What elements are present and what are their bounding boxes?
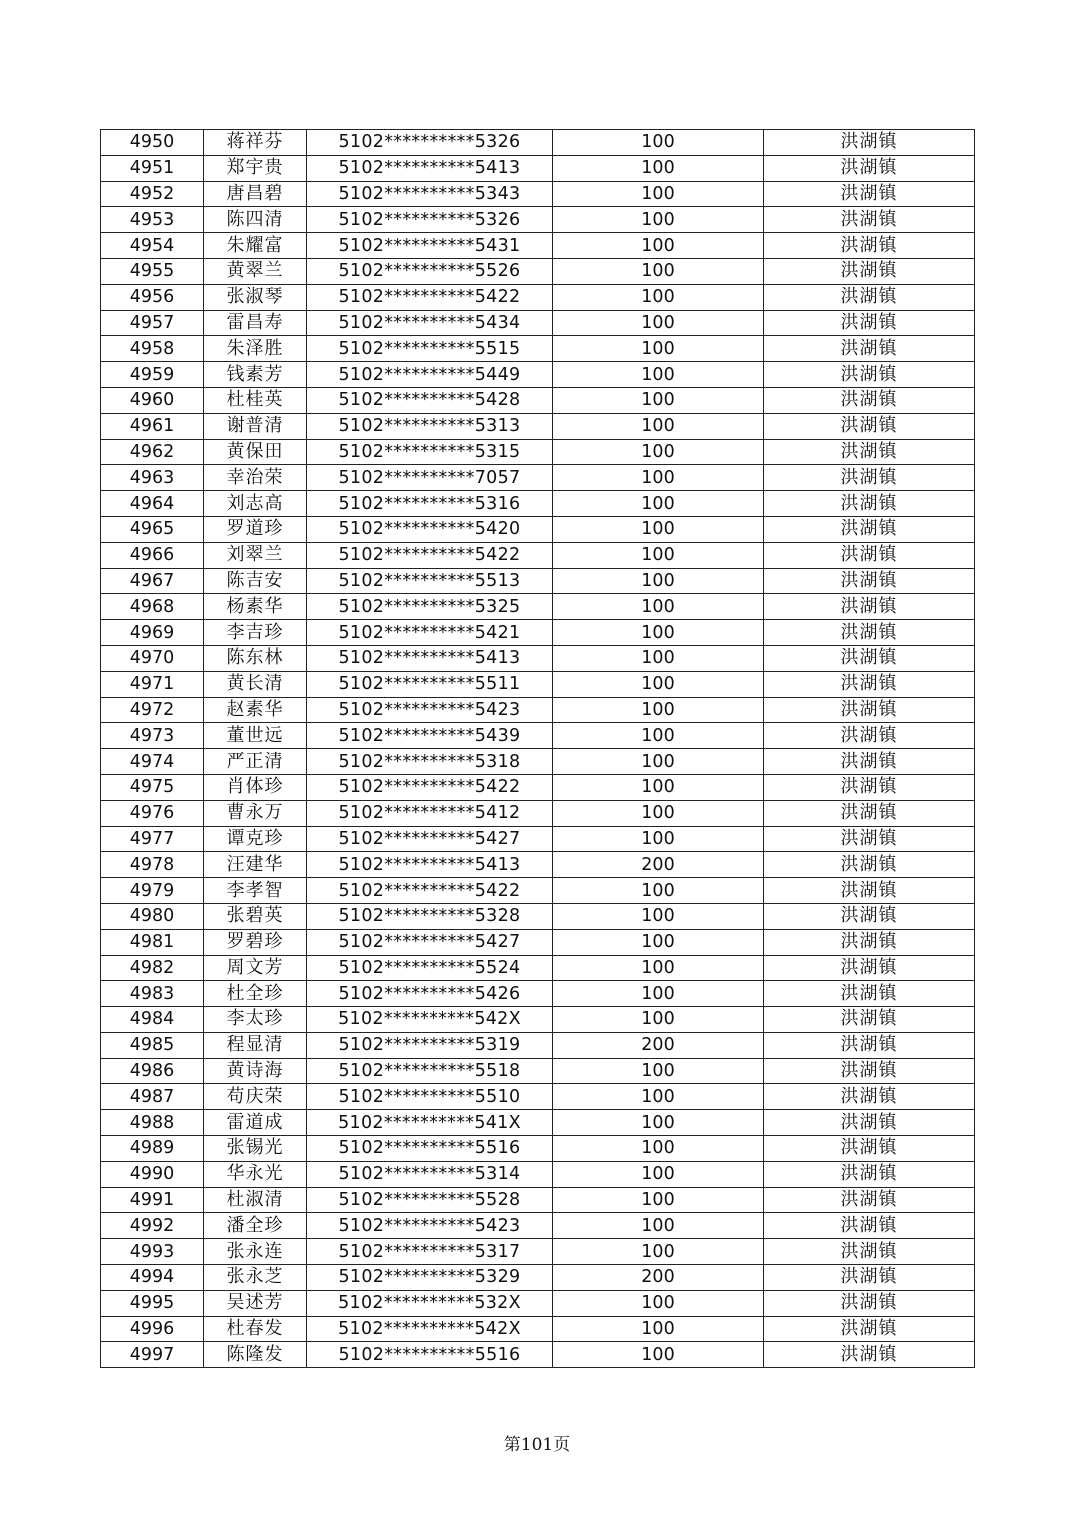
person-name-cell: 刘翠兰: [204, 542, 307, 568]
id-number-cell: 5102**********5422: [307, 542, 553, 568]
amount-cell: 100: [553, 387, 764, 413]
person-name-cell: 黄翠兰: [204, 258, 307, 284]
amount-cell: 200: [553, 1265, 764, 1291]
row-number-cell: 4978: [101, 852, 204, 878]
id-number-cell: 5102**********5420: [307, 516, 553, 542]
row-number-cell: 4983: [101, 981, 204, 1007]
id-number-cell: 5102**********5421: [307, 620, 553, 646]
amount-cell: 100: [553, 723, 764, 749]
person-name-cell: 黄诗海: [204, 1058, 307, 1084]
town-cell: 洪湖镇: [764, 336, 975, 362]
town-cell: 洪湖镇: [764, 362, 975, 388]
amount-cell: 100: [553, 800, 764, 826]
town-cell: 洪湖镇: [764, 516, 975, 542]
town-cell: 洪湖镇: [764, 929, 975, 955]
table-row: [101, 594, 975, 620]
amount-cell: 100: [553, 697, 764, 723]
row-number-cell: 4960: [101, 387, 204, 413]
id-number-cell: 5102**********5431: [307, 233, 553, 259]
amount-cell: 100: [553, 774, 764, 800]
page-number: 第101页: [503, 1435, 571, 1455]
row-number-cell: 4972: [101, 697, 204, 723]
row-number-cell: 4958: [101, 336, 204, 362]
id-number-cell: 5102**********5316: [307, 491, 553, 517]
table-row: [101, 1084, 975, 1110]
amount-cell: 100: [553, 439, 764, 465]
id-number-cell: 5102**********5314: [307, 1161, 553, 1187]
id-number-cell: 5102**********541X: [307, 1110, 553, 1136]
row-number-cell: 4963: [101, 465, 204, 491]
town-cell: 洪湖镇: [764, 620, 975, 646]
town-cell: 洪湖镇: [764, 981, 975, 1007]
table-row: [101, 1058, 975, 1084]
amount-cell: 100: [553, 1058, 764, 1084]
town-cell: 洪湖镇: [764, 568, 975, 594]
amount-cell: 100: [553, 491, 764, 517]
amount-cell: 100: [553, 929, 764, 955]
id-number-cell: 5102**********5328: [307, 903, 553, 929]
row-number-cell: 4971: [101, 671, 204, 697]
id-number-cell: 5102**********5513: [307, 568, 553, 594]
id-number-cell: 5102**********5318: [307, 749, 553, 775]
id-number-cell: 5102**********5427: [307, 929, 553, 955]
table-row: [101, 181, 975, 207]
id-number-cell: 5102**********5413: [307, 852, 553, 878]
id-number-cell: 5102**********5329: [307, 1265, 553, 1291]
table-row: [101, 1187, 975, 1213]
row-number-cell: 4973: [101, 723, 204, 749]
row-number-cell: 4968: [101, 594, 204, 620]
town-cell: 洪湖镇: [764, 1342, 975, 1368]
table-row: [101, 1213, 975, 1239]
town-cell: 洪湖镇: [764, 181, 975, 207]
row-number-cell: 4959: [101, 362, 204, 388]
table-row: [101, 207, 975, 233]
amount-cell: 100: [553, 1187, 764, 1213]
id-number-cell: 5102**********5422: [307, 284, 553, 310]
person-name-cell: 李吉珍: [204, 620, 307, 646]
row-number-cell: 4952: [101, 181, 204, 207]
row-number-cell: 4994: [101, 1265, 204, 1291]
row-number-cell: 4976: [101, 800, 204, 826]
amount-cell: 100: [553, 1290, 764, 1316]
table-row: [101, 439, 975, 465]
person-name-cell: 朱泽胜: [204, 336, 307, 362]
id-number-cell: 5102**********5326: [307, 130, 553, 156]
person-name-cell: 刘志高: [204, 491, 307, 517]
town-cell: 洪湖镇: [764, 155, 975, 181]
table-row: [101, 903, 975, 929]
amount-cell: 100: [553, 826, 764, 852]
table-row: [101, 491, 975, 517]
id-number-cell: 5102**********5412: [307, 800, 553, 826]
person-name-cell: 程显清: [204, 1032, 307, 1058]
amount-cell: 100: [553, 594, 764, 620]
id-number-cell: 5102**********542X: [307, 1007, 553, 1033]
data-table-container: [100, 129, 974, 1368]
table-row: [101, 336, 975, 362]
row-number-cell: 4962: [101, 439, 204, 465]
town-cell: 洪湖镇: [764, 1110, 975, 1136]
amount-cell: 100: [553, 645, 764, 671]
amount-cell: 100: [553, 1136, 764, 1162]
amount-cell: 100: [553, 284, 764, 310]
table-row: [101, 1110, 975, 1136]
person-name-cell: 唐昌碧: [204, 181, 307, 207]
row-number-cell: 4984: [101, 1007, 204, 1033]
person-name-cell: 杜桂英: [204, 387, 307, 413]
row-number-cell: 4989: [101, 1136, 204, 1162]
table-row: [101, 774, 975, 800]
id-number-cell: 5102**********5449: [307, 362, 553, 388]
amount-cell: 100: [553, 1084, 764, 1110]
table-row: [101, 258, 975, 284]
amount-cell: 200: [553, 1032, 764, 1058]
town-cell: 洪湖镇: [764, 878, 975, 904]
id-number-cell: 5102**********532X: [307, 1290, 553, 1316]
row-number-cell: 4965: [101, 516, 204, 542]
person-name-cell: 谭克珍: [204, 826, 307, 852]
row-number-cell: 4995: [101, 1290, 204, 1316]
row-number-cell: 4979: [101, 878, 204, 904]
person-name-cell: 董世远: [204, 723, 307, 749]
table-row: [101, 620, 975, 646]
id-number-cell: 5102**********5426: [307, 981, 553, 1007]
table-row: [101, 1342, 975, 1368]
amount-cell: 100: [553, 903, 764, 929]
amount-cell: 100: [553, 1342, 764, 1368]
town-cell: 洪湖镇: [764, 258, 975, 284]
id-number-cell: 5102**********5343: [307, 181, 553, 207]
table-row: [101, 955, 975, 981]
town-cell: 洪湖镇: [764, 387, 975, 413]
amount-cell: 100: [553, 310, 764, 336]
table-row: [101, 1007, 975, 1033]
table-row: [101, 723, 975, 749]
person-name-cell: 黄长清: [204, 671, 307, 697]
person-name-cell: 钱素芳: [204, 362, 307, 388]
amount-cell: 100: [553, 1213, 764, 1239]
table-row: [101, 568, 975, 594]
table-row: [101, 465, 975, 491]
table-row: [101, 1316, 975, 1342]
row-number-cell: 4997: [101, 1342, 204, 1368]
person-name-cell: 杜春发: [204, 1316, 307, 1342]
row-number-cell: 4961: [101, 413, 204, 439]
row-number-cell: 4992: [101, 1213, 204, 1239]
table-row: [101, 284, 975, 310]
amount-cell: 100: [553, 671, 764, 697]
amount-cell: 100: [553, 878, 764, 904]
person-name-cell: 杨素华: [204, 594, 307, 620]
person-name-cell: 罗道珍: [204, 516, 307, 542]
row-number-cell: 4977: [101, 826, 204, 852]
row-number-cell: 4956: [101, 284, 204, 310]
row-number-cell: 4964: [101, 491, 204, 517]
id-number-cell: 5102**********5434: [307, 310, 553, 336]
town-cell: 洪湖镇: [764, 465, 975, 491]
town-cell: 洪湖镇: [764, 233, 975, 259]
id-number-cell: 5102**********5511: [307, 671, 553, 697]
table-row: [101, 1290, 975, 1316]
town-cell: 洪湖镇: [764, 1290, 975, 1316]
row-number-cell: 4950: [101, 130, 204, 156]
table-row: [101, 800, 975, 826]
row-number-cell: 4951: [101, 155, 204, 181]
row-number-cell: 4954: [101, 233, 204, 259]
town-cell: 洪湖镇: [764, 1084, 975, 1110]
table-row: [101, 1136, 975, 1162]
amount-cell: 100: [553, 1110, 764, 1136]
amount-cell: 100: [553, 516, 764, 542]
table-row: [101, 697, 975, 723]
person-name-cell: 张永连: [204, 1239, 307, 1265]
row-number-cell: 4980: [101, 903, 204, 929]
id-number-cell: 5102**********5516: [307, 1136, 553, 1162]
amount-cell: 100: [553, 620, 764, 646]
town-cell: 洪湖镇: [764, 491, 975, 517]
town-cell: 洪湖镇: [764, 284, 975, 310]
id-number-cell: 5102**********5319: [307, 1032, 553, 1058]
town-cell: 洪湖镇: [764, 1316, 975, 1342]
person-name-cell: 曹永万: [204, 800, 307, 826]
person-name-cell: 罗碧珍: [204, 929, 307, 955]
id-number-cell: 5102**********5439: [307, 723, 553, 749]
person-name-cell: 周文芳: [204, 955, 307, 981]
table-row: [101, 826, 975, 852]
amount-cell: 100: [553, 1316, 764, 1342]
row-number-cell: 4957: [101, 310, 204, 336]
row-number-cell: 4969: [101, 620, 204, 646]
row-number-cell: 4966: [101, 542, 204, 568]
id-number-cell: 5102**********5423: [307, 697, 553, 723]
town-cell: 洪湖镇: [764, 439, 975, 465]
amount-cell: 100: [553, 336, 764, 362]
person-name-cell: 雷道成: [204, 1110, 307, 1136]
amount-cell: 100: [553, 542, 764, 568]
id-number-cell: 5102**********5516: [307, 1342, 553, 1368]
amount-cell: 100: [553, 465, 764, 491]
table-row: [101, 233, 975, 259]
row-number-cell: 4970: [101, 645, 204, 671]
person-name-cell: 李太珍: [204, 1007, 307, 1033]
person-name-cell: 张永芝: [204, 1265, 307, 1291]
person-name-cell: 郑宇贵: [204, 155, 307, 181]
town-cell: 洪湖镇: [764, 826, 975, 852]
person-name-cell: 黄保田: [204, 439, 307, 465]
person-name-cell: 杜淑清: [204, 1187, 307, 1213]
id-number-cell: 5102**********5428: [307, 387, 553, 413]
row-number-cell: 4986: [101, 1058, 204, 1084]
table-row: [101, 155, 975, 181]
person-name-cell: 幸治荣: [204, 465, 307, 491]
amount-cell: 100: [553, 130, 764, 156]
id-number-cell: 5102**********5315: [307, 439, 553, 465]
town-cell: 洪湖镇: [764, 207, 975, 233]
town-cell: 洪湖镇: [764, 1239, 975, 1265]
table-row: [101, 1161, 975, 1187]
table-row: [101, 1239, 975, 1265]
id-number-cell: 5102**********5423: [307, 1213, 553, 1239]
id-number-cell: 5102**********5413: [307, 645, 553, 671]
id-number-cell: 5102**********542X: [307, 1316, 553, 1342]
row-number-cell: 4974: [101, 749, 204, 775]
person-name-cell: 李孝智: [204, 878, 307, 904]
amount-cell: 200: [553, 852, 764, 878]
table-row: [101, 310, 975, 336]
amount-cell: 100: [553, 568, 764, 594]
town-cell: 洪湖镇: [764, 645, 975, 671]
town-cell: 洪湖镇: [764, 1007, 975, 1033]
row-number-cell: 4953: [101, 207, 204, 233]
table-row: [101, 1032, 975, 1058]
id-number-cell: 5102**********5518: [307, 1058, 553, 1084]
table-row: [101, 852, 975, 878]
table-row: [101, 387, 975, 413]
town-cell: 洪湖镇: [764, 310, 975, 336]
id-number-cell: 5102**********5510: [307, 1084, 553, 1110]
row-number-cell: 4993: [101, 1239, 204, 1265]
row-number-cell: 4975: [101, 774, 204, 800]
id-number-cell: 5102**********5413: [307, 155, 553, 181]
amount-cell: 100: [553, 362, 764, 388]
amount-cell: 100: [553, 258, 764, 284]
amount-cell: 100: [553, 1239, 764, 1265]
row-number-cell: 4990: [101, 1161, 204, 1187]
person-name-cell: 赵素华: [204, 697, 307, 723]
town-cell: 洪湖镇: [764, 774, 975, 800]
town-cell: 洪湖镇: [764, 1187, 975, 1213]
id-number-cell: 5102**********5526: [307, 258, 553, 284]
table-row: [101, 749, 975, 775]
person-name-cell: 张锡光: [204, 1136, 307, 1162]
person-name-cell: 陈吉安: [204, 568, 307, 594]
id-number-cell: 5102**********5515: [307, 336, 553, 362]
town-cell: 洪湖镇: [764, 1265, 975, 1291]
person-name-cell: 陈东林: [204, 645, 307, 671]
id-number-cell: 5102**********5528: [307, 1187, 553, 1213]
id-number-cell: 5102**********5524: [307, 955, 553, 981]
person-name-cell: 蒋祥芬: [204, 130, 307, 156]
id-number-cell: 5102**********5422: [307, 774, 553, 800]
table-row: [101, 542, 975, 568]
person-name-cell: 张碧英: [204, 903, 307, 929]
town-cell: 洪湖镇: [764, 749, 975, 775]
table-row: [101, 413, 975, 439]
table-row: [101, 671, 975, 697]
id-number-cell: 5102**********5422: [307, 878, 553, 904]
id-number-cell: 5102**********5326: [307, 207, 553, 233]
amount-cell: 100: [553, 749, 764, 775]
amount-cell: 100: [553, 207, 764, 233]
person-name-cell: 潘全珍: [204, 1213, 307, 1239]
table-row: [101, 981, 975, 1007]
id-number-cell: 5102**********5325: [307, 594, 553, 620]
table-row: [101, 362, 975, 388]
town-cell: 洪湖镇: [764, 542, 975, 568]
person-name-cell: 谢普清: [204, 413, 307, 439]
amount-cell: 100: [553, 413, 764, 439]
person-name-cell: 汪建华: [204, 852, 307, 878]
table-row: [101, 130, 975, 156]
row-number-cell: 4991: [101, 1187, 204, 1213]
row-number-cell: 4982: [101, 955, 204, 981]
town-cell: 洪湖镇: [764, 800, 975, 826]
id-number-cell: 5102**********5427: [307, 826, 553, 852]
table-row: [101, 645, 975, 671]
data-table: [100, 129, 975, 1368]
town-cell: 洪湖镇: [764, 413, 975, 439]
person-name-cell: 朱耀富: [204, 233, 307, 259]
row-number-cell: 4981: [101, 929, 204, 955]
person-name-cell: 陈隆发: [204, 1342, 307, 1368]
town-cell: 洪湖镇: [764, 1032, 975, 1058]
id-number-cell: 5102**********5317: [307, 1239, 553, 1265]
row-number-cell: 4987: [101, 1084, 204, 1110]
town-cell: 洪湖镇: [764, 1136, 975, 1162]
town-cell: 洪湖镇: [764, 594, 975, 620]
amount-cell: 100: [553, 981, 764, 1007]
amount-cell: 100: [553, 1007, 764, 1033]
row-number-cell: 4996: [101, 1316, 204, 1342]
row-number-cell: 4988: [101, 1110, 204, 1136]
person-name-cell: 张淑琴: [204, 284, 307, 310]
row-number-cell: 4985: [101, 1032, 204, 1058]
town-cell: 洪湖镇: [764, 130, 975, 156]
amount-cell: 100: [553, 955, 764, 981]
row-number-cell: 4967: [101, 568, 204, 594]
amount-cell: 100: [553, 1161, 764, 1187]
id-number-cell: 5102**********7057: [307, 465, 553, 491]
person-name-cell: 肖体珍: [204, 774, 307, 800]
row-number-cell: 4955: [101, 258, 204, 284]
person-name-cell: 苟庆荣: [204, 1084, 307, 1110]
person-name-cell: 陈四清: [204, 207, 307, 233]
person-name-cell: 杜全珍: [204, 981, 307, 1007]
town-cell: 洪湖镇: [764, 955, 975, 981]
town-cell: 洪湖镇: [764, 1161, 975, 1187]
amount-cell: 100: [553, 233, 764, 259]
table-row: [101, 516, 975, 542]
table-row: [101, 878, 975, 904]
town-cell: 洪湖镇: [764, 903, 975, 929]
amount-cell: 100: [553, 181, 764, 207]
table-row: [101, 929, 975, 955]
table-body: [101, 130, 975, 1368]
town-cell: 洪湖镇: [764, 852, 975, 878]
id-number-cell: 5102**********5313: [307, 413, 553, 439]
table-row: [101, 1265, 975, 1291]
town-cell: 洪湖镇: [764, 1058, 975, 1084]
town-cell: 洪湖镇: [764, 723, 975, 749]
amount-cell: 100: [553, 155, 764, 181]
person-name-cell: 雷昌寿: [204, 310, 307, 336]
town-cell: 洪湖镇: [764, 671, 975, 697]
town-cell: 洪湖镇: [764, 1213, 975, 1239]
person-name-cell: 严正清: [204, 749, 307, 775]
town-cell: 洪湖镇: [764, 697, 975, 723]
person-name-cell: 吴述芳: [204, 1290, 307, 1316]
person-name-cell: 华永光: [204, 1161, 307, 1187]
